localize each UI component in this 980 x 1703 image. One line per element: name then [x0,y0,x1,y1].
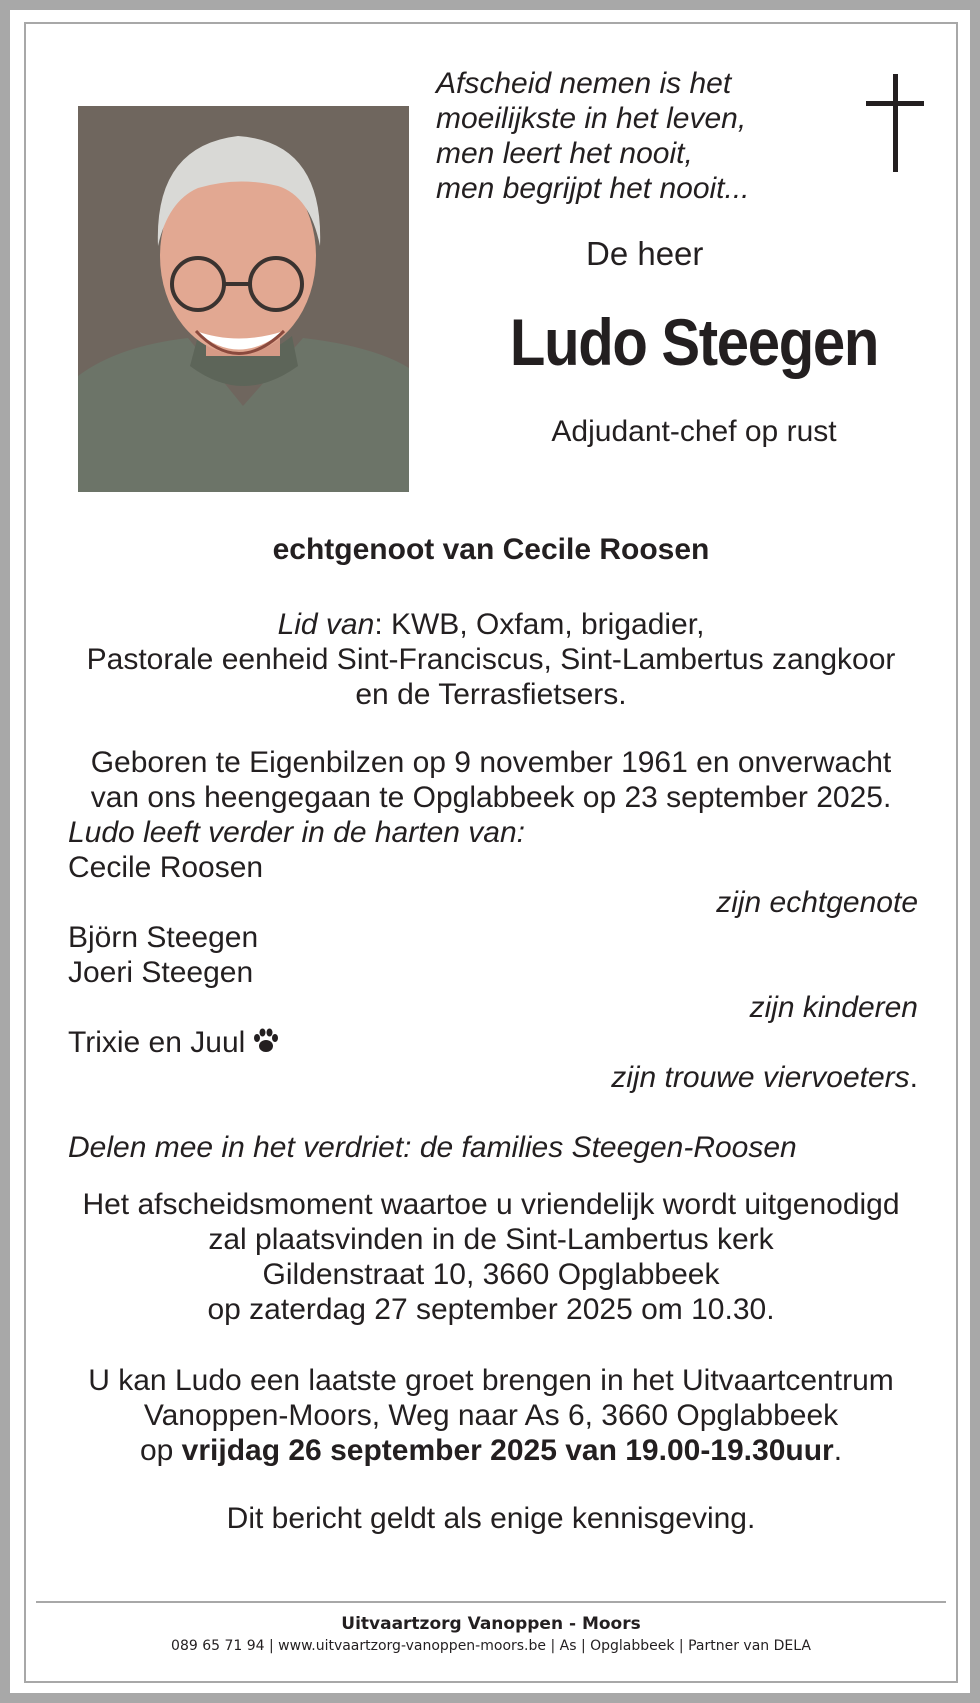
quote-line: men leert het nooit, [436,137,693,170]
membership [56,607,926,712]
funeral-home-name: Uitvaartzorg Vanoppen - Moors [341,1614,641,1634]
membership-line: : KWB, Oxfam, brigadier, [374,608,705,641]
survivor-pets-role: zijn trouwe viervoeters. [611,1061,918,1094]
survivor-child-name: Joeri Steegen [68,956,254,989]
quote-line: men begrijpt het nooit... [436,172,750,205]
notice-statement: Dit bericht geldt als enige kennisgeving. [226,1502,756,1535]
honorific: De heer [586,235,704,272]
info-line: van ons heengegaan te Opglabbeek op 23 september 2025. [90,781,892,814]
farewell-quote [436,66,816,206]
deceased-name: Ludo Steegen [509,305,879,379]
ceremony-line: Gildenstraat 10, 3660 Opglabbeek [262,1258,720,1291]
death-notice-card [10,10,970,1693]
quote-line: moeilijkste in het leven, [436,102,747,135]
portrait-photo [78,106,409,492]
survivor-spouse-name: Cecile Roosen [68,851,264,884]
visitation-line: U kan Ludo een laatste groet brengen in het Uitvaartcentrum [88,1364,894,1397]
visitation-line: Vanoppen-Moors, Weg naar As 6, 3660 Opglabbeek [143,1399,839,1432]
cross-icon [866,74,926,174]
membership-line: Pastorale eenheid Sint-Franciscus, Sint-Lambertus zangkoor [86,643,896,676]
survivors-intro: Ludo leeft verder in de harten van: [68,816,525,849]
info-line: Geboren te Eigenbilzen op 9 november 1961 en onverwacht [90,746,892,779]
spouse-line: echtgenoot van Cecile Roosen [272,533,710,566]
rank: Adjudant-chef op rust [551,415,837,448]
ceremony-line: Het afscheidsmoment waartoe u vriendelijk wordt uitgenodigd [82,1188,900,1221]
notice-frame [24,22,958,1683]
visitation-time: op vrijdag 26 september 2025 van 19.00-19.30uur. [139,1434,843,1467]
survivor-child-name: Björn Steegen [68,921,259,954]
paw-icon [251,1026,281,1056]
quote-line: Afscheid nemen is het [436,67,732,100]
pets-names: Trixie en Juul [68,1026,246,1059]
membership-line: en de Terrasfietsers. [355,678,627,711]
birth-death-info [56,745,926,815]
visitation-info [56,1363,926,1468]
survivor-children-role: zijn kinderen [749,991,918,1024]
families-line: Delen mee in het verdriet: de families Steegen-Roosen [68,1131,797,1164]
funeral-home-contact: 089 65 71 94 | www.uitvaartzorg-vanoppen-moors.be | As | Opglabbeek | Partner van DELA [171,1638,811,1654]
ceremony-info [56,1187,926,1327]
survivor-pets [68,1025,281,1060]
footer-divider [36,1601,946,1603]
ceremony-line: op zaterdag 27 september 2025 om 10.30. [207,1293,775,1326]
ceremony-line: zal plaatsvinden in de Sint-Lambertus kerk [208,1223,774,1256]
membership-label: Lid van [277,608,375,641]
survivor-spouse-role: zijn echtgenote [716,886,918,919]
